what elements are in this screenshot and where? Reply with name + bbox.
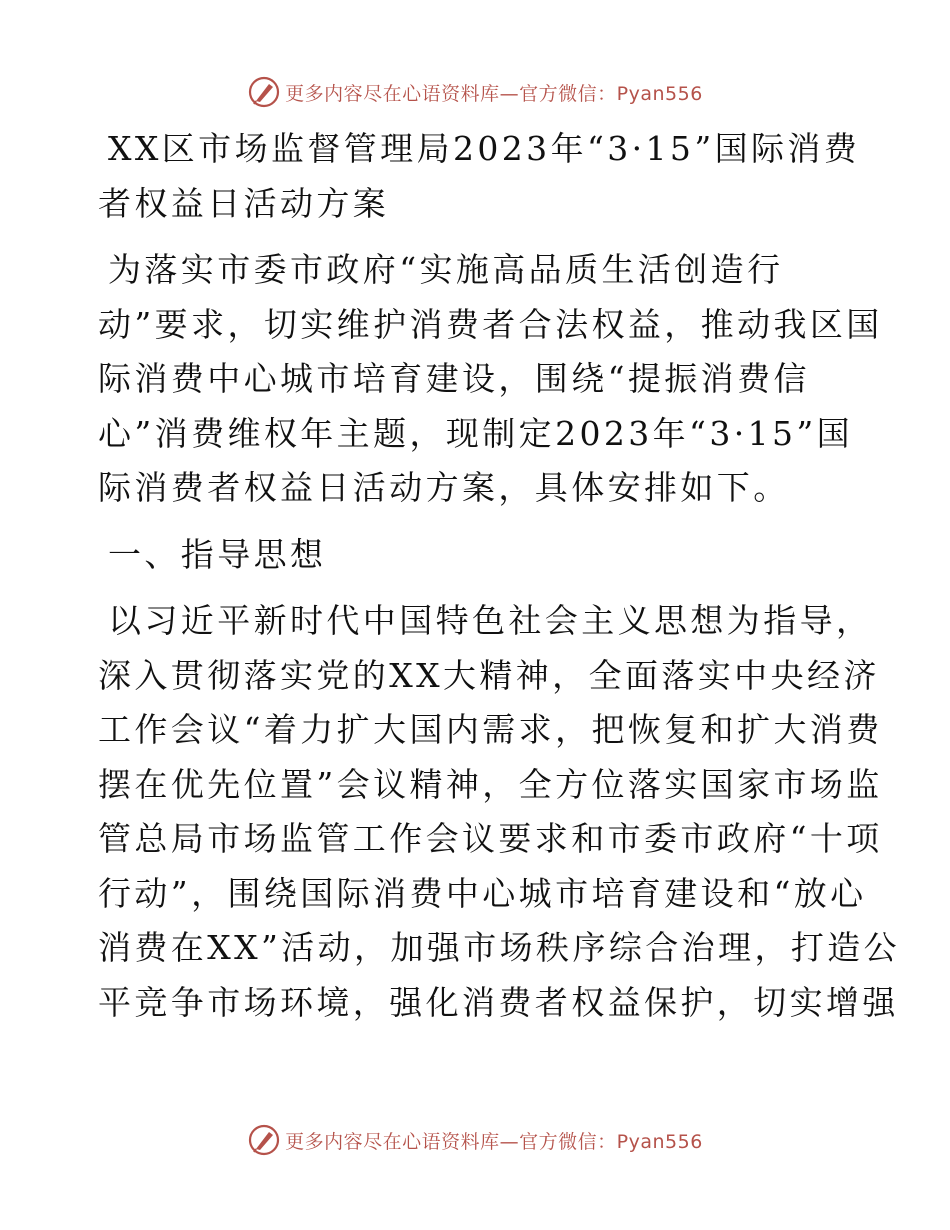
document-title-line-2: 者权益日活动方案 xyxy=(98,183,390,223)
section-line-3: 工作会议“着力扩大国内需求，把恢复和扩大消费 xyxy=(98,710,883,749)
section-line-7: 消费在XX”活动，加强市场秩序综合治理，打造公 xyxy=(98,928,901,967)
section-heading: 一、指导思想 xyxy=(108,534,327,574)
watermark-text: 更多内容尽在心语资料库—官方微信：Pyan556 xyxy=(285,1130,703,1153)
section-line-6: 行动”，围绕国际消费中心城市培育建设和“放心 xyxy=(98,873,867,913)
watermark-text: 更多内容尽在心语资料库—官方微信：Pyan556 xyxy=(285,82,703,105)
intro-line-2: 动”要求，切实维护消费者合法权益，推动我区国 xyxy=(98,304,883,344)
section-line-5: 管总局市场监管工作会议要求和市委市政府“十项 xyxy=(98,819,883,858)
watermark-banner-bottom xyxy=(0,1120,950,1160)
quill-pen-logo-icon xyxy=(247,75,281,109)
section-line-8: 平竞争市场环境，强化消费者权益保护，切实增强 xyxy=(98,982,899,1022)
intro-line-5: 际消费者权益日活动方案，具体安排如下。 xyxy=(98,468,790,507)
watermark-banner-top xyxy=(0,72,950,112)
section-line-4: 摆在优先位置”会议精神，全方位落实国家市场监 xyxy=(98,764,883,804)
intro-line-1: 为落实市委市政府“实施高品质生活创造行 xyxy=(108,250,784,289)
document-body xyxy=(98,122,901,1030)
section-line-2: 深入贯彻落实党的XX大精神，全面落实中央经济 xyxy=(98,655,880,695)
quill-pen-logo-icon xyxy=(247,1123,281,1157)
section-line-1: 以习近平新时代中国特色社会主义思想为指导， xyxy=(108,601,873,640)
intro-line-4: 心”消费维权年主题，现制定2023年“3·15”国 xyxy=(98,413,854,453)
intro-line-3: 际消费中心城市培育建设，围绕“提振消费信 xyxy=(98,359,810,398)
document-title-line-1: XX区市场监督管理局2023年“3·15”国际消费 xyxy=(108,129,861,168)
